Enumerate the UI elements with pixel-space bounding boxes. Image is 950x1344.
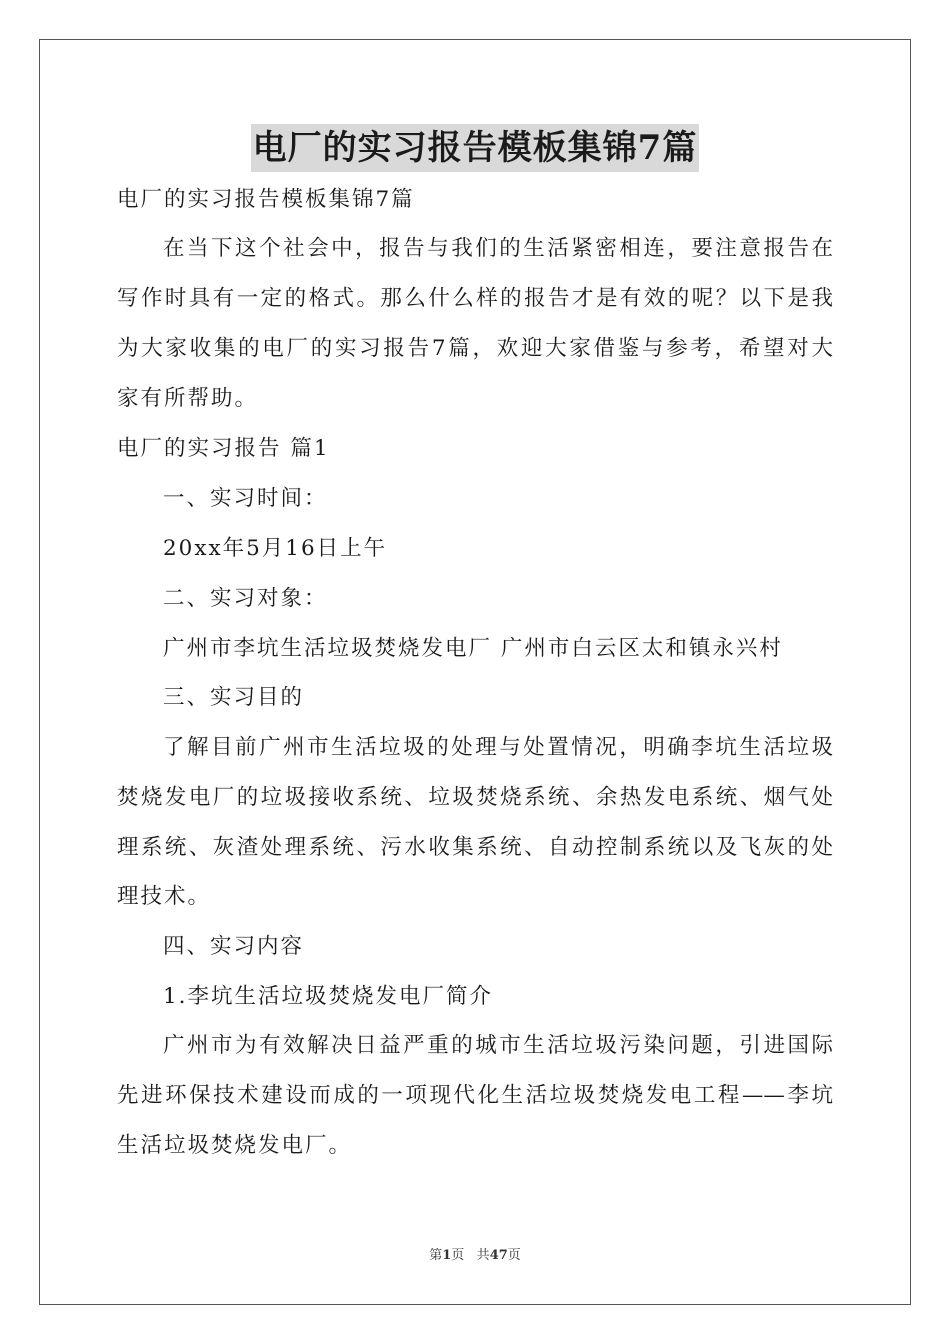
footer-page-prefix: 第 [429, 1248, 443, 1263]
document-title [0, 124, 950, 172]
plant-line-1: 广州市为有效解决日益严重的城市生活垃圾污染问题，引进国际 [163, 1033, 833, 1058]
footer-total-pages: 47 [489, 1248, 508, 1263]
intro-line-3: 为大家收集的电厂的实习报告7篇，欢迎大家借鉴与参考，希望对大 [117, 336, 833, 361]
item2-heading: 二、实习对象： [163, 586, 328, 611]
purpose-line-4: 理技术。 [117, 884, 212, 909]
item1-heading: 一、实习时间： [163, 486, 328, 511]
item2-value: 广州市李坑生活垃圾焚烧发电厂 广州市白云区太和镇永兴村 [163, 636, 783, 661]
plant-line-3: 生活垃圾焚烧发电厂。 [117, 1133, 353, 1158]
intro-line-2: 写作时具有一定的格式。那么什么样的报告才是有效的呢？以下是我 [117, 286, 833, 311]
document-subtitle: 电厂的实习报告模板集锦7篇 [117, 187, 415, 212]
item1-value: 20xx年5月16日上午 [163, 536, 388, 561]
item4-heading: 四、实习内容 [163, 934, 305, 959]
section-heading: 电厂的实习报告 篇1 [117, 436, 330, 461]
footer-page-suffix: 页 [451, 1248, 465, 1263]
page-border [39, 39, 911, 1305]
purpose-line-2: 焚烧发电厂的垃圾接收系统、垃圾焚烧系统、余热发电系统、烟气处 [117, 785, 833, 810]
intro-line-4: 家有所帮助。 [117, 386, 259, 411]
item3-heading: 三、实习目的 [163, 685, 305, 710]
footer-page-number: 1 [442, 1248, 452, 1263]
intro-line-1: 在当下这个社会中，报告与我们的生活紧密相连，要注意报告在 [163, 236, 833, 261]
purpose-line-1: 了解目前广州市生活垃圾的处理与处置情况，明确李坑生活垃圾 [163, 735, 833, 760]
plant-line-2: 先进环保技术建设而成的一项现代化生活垃圾焚烧发电工程——李坑 [117, 1083, 833, 1108]
purpose-line-3: 理系统、灰渣处理系统、污水收集系统、自动控制系统以及飞灰的处 [117, 835, 833, 860]
footer-total-prefix: 共 [476, 1248, 490, 1263]
subitem1-heading: 1.李坑生活垃圾焚烧发电厂简介 [163, 984, 494, 1009]
page-footer [0, 1248, 950, 1264]
footer-total-suffix: 页 [507, 1248, 521, 1263]
document-title-text: 电厂的实习报告模板集锦7篇 [251, 124, 700, 172]
